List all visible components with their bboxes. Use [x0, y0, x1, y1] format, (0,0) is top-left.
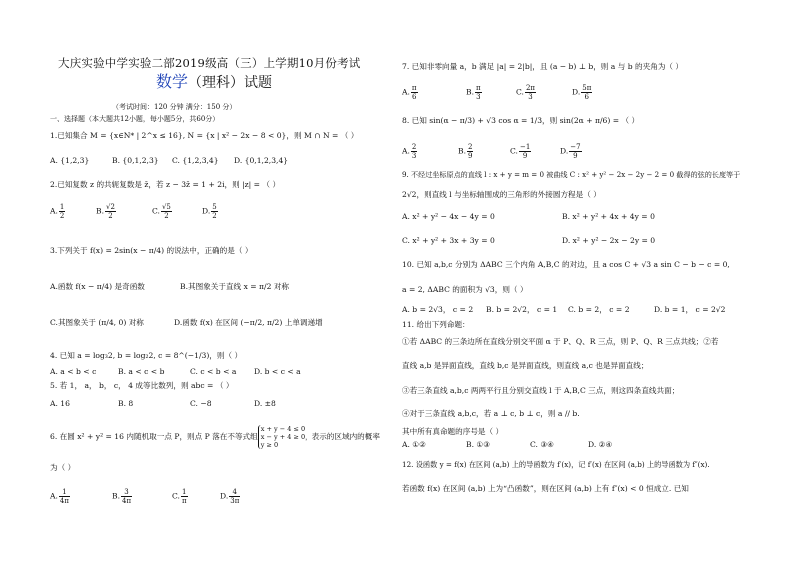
q1-option-c[interactable]: C. {1,2,3,4} [172, 156, 219, 165]
q5-option-c[interactable]: C. −8 [190, 399, 212, 408]
q7-option-a[interactable]: A. $\frac{\pi}{6}$ [402, 84, 417, 101]
question-7: 7. 已知非零向量 a，b 满足 |a| = 2|b|，且 (a − b) ⊥ b，则 a 与 b 的夹角为（ ） [402, 62, 684, 71]
q11-statement-4: ④对于三条直线 a,b,c，若 a ⊥ c, b ⊥ c，则 a // b. [402, 409, 580, 418]
q11-option-a[interactable]: A. ①② [402, 440, 426, 449]
question-3: 3.下列关于 f(x) = 2sin(x − π/4) 的说法中，正确的是（ ） [50, 246, 253, 255]
q6-option-c[interactable]: C. $\frac{1}{\pi}$ [172, 488, 187, 505]
q5-option-b[interactable]: B. 8 [118, 399, 134, 408]
q2-option-a[interactable]: A. $\frac{1}{2}$ [50, 203, 65, 220]
q3-option-c[interactable]: C.其图象关于 (π/4, 0) 对称 [50, 318, 144, 327]
question-10-line1: 10. 已知 a,b,c 分别为 ΔABC 三个内角 A,B,C 的对边，且 a cos C + √3 a sin C − b − c = 0, [402, 260, 730, 269]
q2-option-c[interactable]: C. $\frac{√5}{2}$ [152, 203, 171, 220]
q10-option-d[interactable]: D. b = 1， c = 2√2 [654, 305, 726, 314]
q4-option-a[interactable]: A. a < b < c [50, 367, 97, 376]
subject-rest: （理科）试题 [188, 75, 273, 91]
exam-title: 大庆实验中学实验二部2019级高（三）上学期10月份考试 [58, 56, 361, 70]
q7-option-b[interactable]: B. $\frac{\pi}{3}$ [466, 84, 481, 101]
section-heading: 一、选择题（本大题共12小题，每小题5分，共60分） [50, 115, 220, 123]
q1-option-b[interactable]: B. {0,1,2,3} [112, 156, 159, 165]
q6-option-b[interactable]: B. $\frac{3}{4\pi}$ [112, 488, 132, 505]
question-8: 8. 已知 sin(α − π/3) + √3 cos α = 1/3，则 sin(2α + π/6) = （ ） [402, 116, 640, 125]
q5-option-d[interactable]: D. ±8 [254, 399, 276, 408]
q2-option-d[interactable]: D. $\frac{5}{2}$ [202, 203, 217, 220]
q8-option-c[interactable]: C. $\frac{-1}{9}$ [510, 143, 531, 160]
question-12-line2: 若函数 f(x) 在区间 (a,b) 上为“凸函数”，则在区间 (a,b) 上有 f″(x) < 0 恒成立. 已知 [402, 484, 689, 493]
q8-option-b[interactable]: B. $\frac{2}{9}$ [458, 143, 473, 160]
q9-option-c[interactable]: C. x² + y² + 3x + 3y = 0 [402, 236, 495, 245]
q8-option-a[interactable]: A. $\frac{2}{3}$ [402, 143, 417, 160]
q11-question: 其中所有真命题的序号是（ ） [402, 427, 504, 436]
q10-option-a[interactable]: A. b = 2√3， c = 2 [402, 305, 474, 314]
subject-title [156, 72, 273, 91]
question-6-tail: 为（ ） [50, 463, 76, 472]
question-1: 1.已知集合 M = {x∈N* | 2^x ≤ 16}, N = {x | x² − 2x − 8 < 0}，则 M ∩ N = （ ） [50, 131, 359, 140]
question-10-line2: a = 2, ΔABC 的面积为 √3，则（ ） [402, 285, 528, 294]
q4-option-b[interactable]: B. a < c < b [118, 367, 165, 376]
q11-option-c[interactable]: C. ③④ [530, 440, 554, 449]
q11-statement-2: 直线 a,b 是异面直线，直线 b,c 是异面直线，则直线 a,c 也是异面直线； [402, 361, 649, 370]
q7-option-c[interactable]: C. $\frac{2\pi}{3}$ [516, 84, 536, 101]
q6-option-d[interactable]: D. $\frac{4}{3\pi}$ [220, 488, 240, 505]
q6-option-a[interactable]: A. $\frac{1}{4\pi}$ [50, 488, 69, 505]
q11-statement-3: ③若三条直线 a,b,c 两两平行且分别交直线 l 于 A,B,C 三点，则这四条直线共面； [402, 386, 680, 395]
q5-option-a[interactable]: A. 16 [50, 399, 70, 408]
q10-option-b[interactable]: B. b = 2√2， c = 1 [486, 305, 558, 314]
question-9-line1: 9. 不经过坐标原点的直线 l : x + y = m = 0 被曲线 C : x² + y² − 2x − 2y − 2 = 0 截得的弦的长度等于 [402, 170, 741, 179]
question-5: 5. 若 1， a， b， c， 4 成等比数列，则 abc = （ ） [50, 381, 234, 390]
inequality-system: x + y − 4 ≤ 0 x − y + 4 ≥ 0， y ≥ 0 [258, 425, 312, 449]
q1-option-d[interactable]: D. {0,1,2,3,4} [234, 156, 289, 165]
q9-option-a[interactable]: A. x² + y² − 4x − 4y = 0 [402, 212, 495, 221]
q10-option-c[interactable]: C. b = 2， c = 2 [568, 305, 630, 314]
q11-statement-1: ①若 ΔABC 的三条边所在直线分别交平面 α 于 P、Q、R 三点，则 P、Q、R 三点共线；②若 [402, 337, 719, 346]
q4-option-d[interactable]: D. b < c < a [254, 367, 301, 376]
exam-info: （考试时间：120 分钟 满分：150 分） [112, 103, 237, 111]
question-12-line1: 12. 设函数 y = f(x) 在区间 (a,b) 上的导函数为 f′(x)，记 f′(x) 在区间 (a,b) 上的导函数为 f″(x). [402, 460, 710, 469]
question-4: 4. 已知 a = log₃2, b = log₂2, c = 8^(−1/3)，则（ ） [50, 351, 243, 360]
q4-option-c[interactable]: C. c < b < a [190, 367, 237, 376]
q3-option-d[interactable]: D.函数 f(x) 在区间 (−π/2, π/2) 上单调递增 [174, 318, 323, 327]
q9-option-d[interactable]: D. x² + y² − 2x − 2y = 0 [562, 236, 656, 245]
q3-option-b[interactable]: B.其图象关于直线 x = π/2 对称 [180, 282, 290, 291]
question-2: 2.已知复数 z 的共轭复数是 z̄，若 z − 3z̄ = 1 + 2i，则 |z| = （ ） [50, 180, 281, 189]
q1-option-a[interactable]: A. {1,2,3} [50, 156, 90, 165]
subject-colored: 数学 [156, 72, 189, 91]
q9-option-b[interactable]: B. x² + y² + 4x + 4y = 0 [562, 212, 655, 221]
q2-option-b[interactable]: B. $\frac{√2}{2}$ [96, 203, 115, 220]
q11-option-d[interactable]: D. ②④ [588, 440, 613, 449]
q3-option-a[interactable]: A.函数 f(x − π/4) 是奇函数 [50, 282, 145, 291]
question-6: 6. 在圆 x² + y² = 16 内随机取一点 P，则点 P 落在不等式组 x + y − 4 ≤ 0 x − y + 4 ≥ 0， y ≥ 0 表示的区域内的概率 [50, 425, 380, 449]
question-9-line2: 2√2，则直线 l 与坐标轴围成的三角形的外接圆方程是（ ） [402, 190, 601, 199]
q11-option-b[interactable]: B. ①③ [466, 440, 491, 449]
q7-option-d[interactable]: D. $\frac{5\pi}{6}$ [572, 84, 592, 101]
question-11: 11. 给出下列命题： [402, 320, 470, 329]
q8-option-d[interactable]: D. $\frac{-7}{9}$ [560, 143, 581, 160]
